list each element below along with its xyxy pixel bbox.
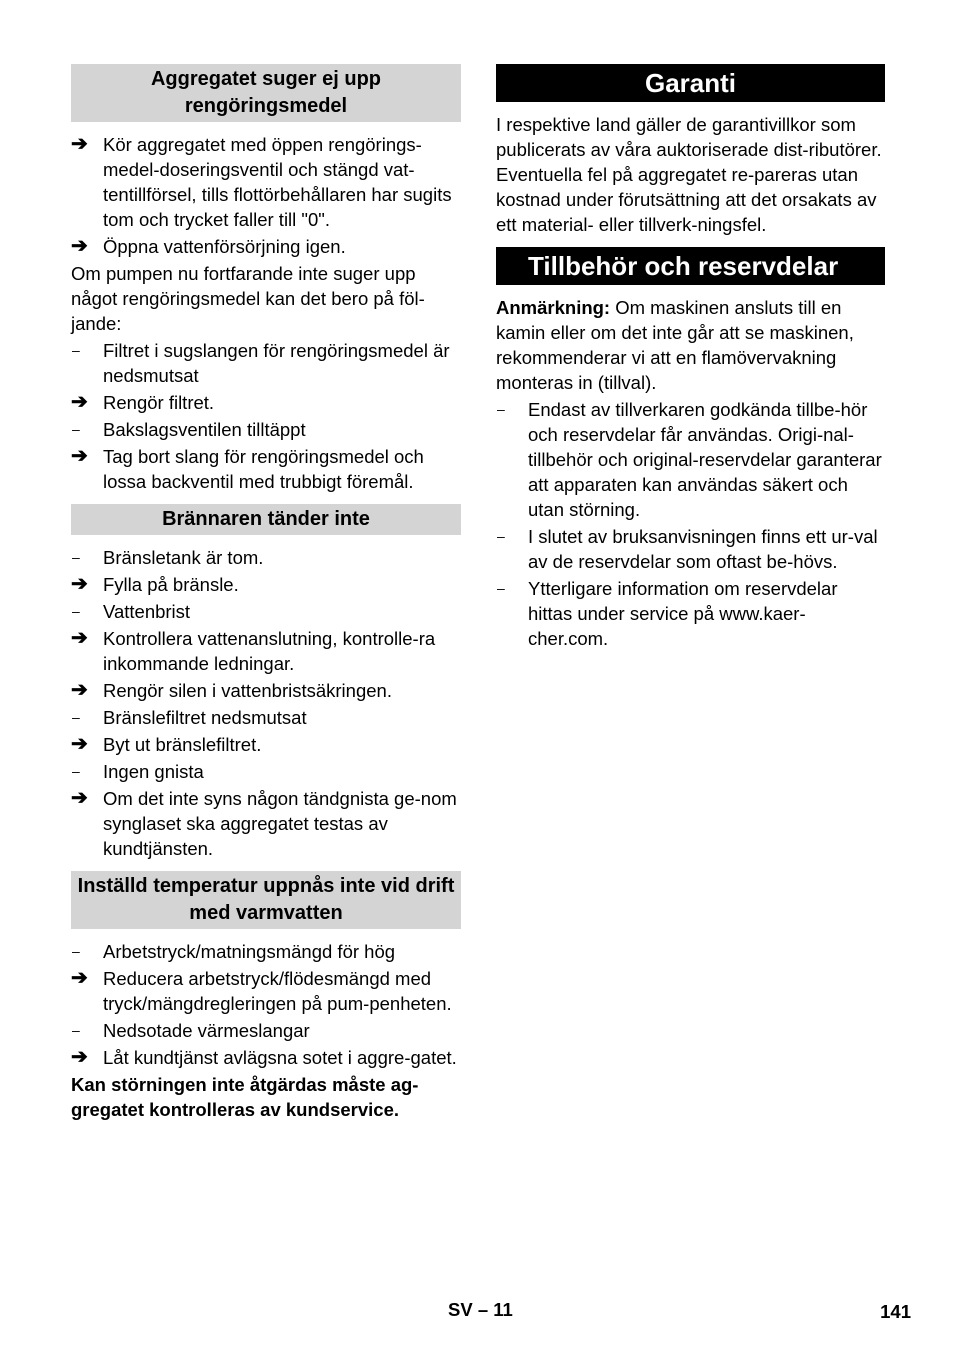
note-text: Om maskinen ansluts till en kamin eller om det inte går att se maskinen, rekommenderar vi att en flamövervakning monteras in (tillval). bbox=[496, 297, 854, 393]
note-label: Anmärkning: bbox=[496, 297, 611, 318]
instruction-item: ➔ Tag bort slang för rengöringsmedel och lossa backventil med trubbigt föremål. bbox=[71, 445, 424, 492]
section-heading-suction: Aggregatet suger ej upp rengöringsmedel bbox=[71, 64, 461, 122]
instruction-item: ➔ Kör aggregatet med öppen rengörings-medel-doseringsventil och stängd vat-tentillförsel, tills flottörbehållaren har sugits tom och trycket faller till "0". bbox=[71, 133, 452, 230]
arrow-icon: ➔ bbox=[71, 445, 88, 467]
section-heading-temperature: Inställd temperatur uppnås inte vid drift med varmvatten bbox=[71, 871, 461, 929]
cause-item: – Arbetstryck/matningsmängd för hög bbox=[72, 941, 396, 962]
page-number: 141 bbox=[880, 1301, 911, 1322]
dash-marker: – bbox=[497, 401, 505, 417]
instruction-item: ➔ Byt ut bränslefiltret. bbox=[71, 733, 262, 755]
garanti-paragraph: I respektive land gäller de garantivillkor som publicerats av våra auktoriserade dist-ributörer. Eventuella fel på aggregatet re-pareras utan kostnad under förutsättning att det orsakats av ett material- eller tillverk-ningsfel. bbox=[496, 114, 882, 235]
arrow-icon: ➔ bbox=[71, 235, 88, 257]
arrow-icon: ➔ bbox=[71, 787, 88, 809]
accessory-item: – Endast av tillverkaren godkända tillbe-hör och reservdelar får användas. Origi-nal-tillbehör och original-reservdelar garanterar att apparaten kan användas säkert och utan störning. bbox=[497, 399, 882, 520]
paragraph: Om pumpen nu fortfarande inte suger upp något rengöringsmedel kan det bero på föl-jande: bbox=[71, 263, 425, 334]
accessory-item: – Ytterligare information om reservdelar hittas under service på www.kaer-cher.com. bbox=[497, 578, 838, 649]
arrow-icon: ➔ bbox=[71, 733, 88, 755]
cause-item: – Nedsotade värmeslangar bbox=[72, 1020, 310, 1041]
arrow-icon: ➔ bbox=[71, 627, 88, 649]
instruction-item: ➔ Kontrollera vattenanslutning, kontrolle-ra inkommande ledningar. bbox=[71, 627, 436, 674]
instruction-item: ➔ Låt kundtjänst avlägsna sotet i aggre-gatet. bbox=[71, 1046, 457, 1068]
cause-item: – Filtret i sugslangen för rengöringsmedel är nedsmutsat bbox=[72, 340, 450, 386]
cause-item: – Ingen gnista bbox=[72, 761, 204, 782]
arrow-icon: ➔ bbox=[71, 573, 88, 595]
right-column bbox=[496, 64, 885, 651]
dash-marker: – bbox=[72, 763, 80, 779]
instruction-item: ➔ Om det inte syns någon tändgnista ge-nom synglaset ska aggregatet testas av kundtjänsten. bbox=[71, 787, 457, 859]
heading-garanti: Garanti bbox=[496, 64, 885, 102]
closing-note: Kan störningen inte åtgärdas måste ag-gregatet kontrolleras av kundservice. bbox=[71, 1074, 419, 1120]
dash-marker: – bbox=[72, 549, 80, 565]
heading-tillbehor: Tillbehör och reservdelar bbox=[496, 247, 885, 285]
left-column bbox=[71, 64, 461, 1122]
section-heading-burner: Brännaren tänder inte bbox=[71, 504, 461, 535]
cause-item: – Bränslefiltret nedsmutsat bbox=[72, 707, 307, 728]
arrow-icon: ➔ bbox=[71, 679, 88, 701]
instruction-item: ➔ Rengör silen i vattenbristsäkringen. bbox=[71, 679, 392, 701]
cause-item: – Bränsletank är tom. bbox=[72, 547, 264, 568]
dash-marker: – bbox=[72, 421, 80, 437]
dash-marker: – bbox=[72, 943, 80, 959]
dash-marker: – bbox=[497, 528, 505, 544]
dash-marker: – bbox=[72, 342, 80, 358]
cause-item: – Bakslagsventilen tilltäppt bbox=[72, 419, 306, 440]
instruction-item: ➔ Fylla på bränsle. bbox=[71, 573, 239, 595]
instruction-item: ➔ Öppna vattenförsörjning igen. bbox=[71, 235, 346, 257]
cause-item: – Vattenbrist bbox=[72, 601, 191, 622]
footer-lang-page: SV – 11 bbox=[448, 1299, 513, 1320]
instruction-item: ➔ Reducera arbetstryck/flödesmängd med tryck/mängdregleringen på pum-penheten. bbox=[71, 967, 452, 1014]
arrow-icon: ➔ bbox=[71, 1046, 88, 1068]
dash-marker: – bbox=[497, 580, 505, 596]
arrow-icon: ➔ bbox=[71, 967, 88, 989]
dash-marker: – bbox=[72, 709, 80, 725]
note-paragraph bbox=[496, 295, 885, 395]
arrow-icon: ➔ bbox=[71, 133, 88, 155]
arrow-icon: ➔ bbox=[71, 391, 88, 413]
dash-marker: – bbox=[72, 603, 80, 619]
dash-marker: – bbox=[72, 1022, 80, 1038]
accessory-item: – I slutet av bruksanvisningen finns ett ur-val av de reservdelar som oftast be-hövs. bbox=[497, 526, 878, 572]
instruction-item: ➔ Rengör filtret. bbox=[71, 391, 215, 413]
